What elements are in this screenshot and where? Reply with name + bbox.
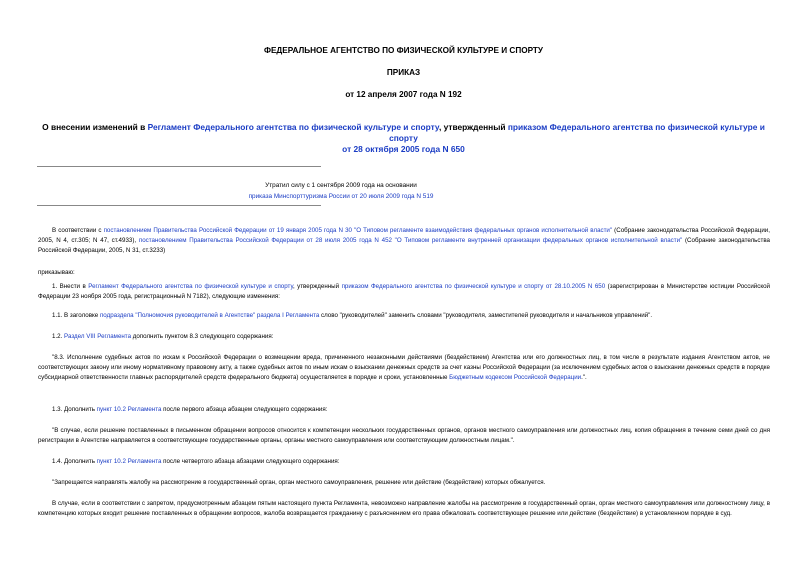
paragraph-text: дополнить пунктом 8.3 следующего содержания: [131,333,274,340]
paragraph-text: 1.3. Дополнить [52,406,97,413]
section-viii-link[interactable]: Раздел VIII Регламента [64,333,132,340]
paragraph-text: (зарегистрирован в Министерстве юстиции Российской Федерации 23 ноября 2005 года, регистрационный N 7182), следующие изменения: [38,283,770,300]
paragraph-text: (Собрание законодательства Российской Федерации, 2005, N 4, ст.305; N 47, ст.4933), [38,227,770,244]
resolution-452-link[interactable]: постановлением Правительства Российской Федерации от 28 июля 2005 года N 452 "О Типовом регламенте внутренней организации федеральных органов исполнительной власти" [138,237,683,244]
agency-heading: ФЕДЕРАЛЬНОЕ АГЕНТСТВО ПО ФИЗИЧЕСКОЙ КУЛЬТУРЕ И СПОРТУ [263,46,544,55]
order-word: приказываю: [38,269,75,276]
paragraph-text: , утвержденный [292,283,342,290]
doc-type-heading: ПРИКАЗ [386,68,421,77]
validity-note-text: Утратил силу с 1 сентября 2009 года на основании [265,182,417,189]
order-link[interactable]: приказом Федерального агентства по физической культуре и спорту [389,122,765,143]
validity-note [200,180,482,202]
title-text-2: , утвержденный [438,122,508,132]
order-date-link[interactable]: от 28 октября 2005 года N 650 [342,144,465,154]
paragraph-item-1-2 [38,332,770,342]
subsection-link[interactable]: подраздела "Полномочия руководителей в Агентстве" раздела I Регламента [99,312,320,319]
repeal-order-link[interactable]: приказа Минспорттуризма России от 20 июля 2009 года N 519 [248,193,434,200]
paragraph-text: 1.4. Дополнить [52,458,97,465]
regulation-link-2[interactable]: Регламент Федерального агентства по физической культуре и спорту [88,283,293,290]
paragraph-item-1-4 [38,457,770,467]
paragraph-copy-rule: "В случае, если решение поставленных в письменном обращении вопросов относится к компетенции нескольких государственных органов, органов местного самоуправления или должностных лиц, копия обращения в течение семи дней со дня регистрации в Агентстве направляется в соответствующие государственные органы, органы местного самоуправления или соответствующим должностным лицам.". [38,427,770,444]
divider-bottom [37,205,321,206]
paragraph-item-1-1 [38,311,770,321]
point-10-2-link[interactable]: пункт 10.2 Регламента [96,406,162,413]
title-text-1: О внесении изменений в [42,122,148,132]
paragraph-text: 1. Внести в [52,283,89,290]
divider-top [37,166,321,167]
budget-code-link[interactable]: Бюджетным кодексом Российской Федерации [449,374,582,381]
point-10-2-link-2[interactable]: пункт 10.2 Регламента [96,458,162,465]
paragraph-text: (Собрание законодательства Российской Федерации, 2005, N 31, ст.3233) [38,237,770,254]
resolution-30-link[interactable]: постановлением Правительства Российской Федерации от 19 января 2005 года N 30 "О Типовом регламенте взаимодействия федеральных органов исполнительной власти" [103,227,613,234]
paragraph-text: .". [581,374,587,381]
paragraph-basis [38,226,770,256]
paragraph-item-1-3 [38,405,770,415]
paragraph-item-1 [38,282,770,302]
paragraph-text: после первого абзаца абзацем следующего содержания: [161,406,328,413]
paragraph-text: В соответствии с [52,227,104,234]
paragraph-8-3 [38,353,770,383]
doc-date-number: от 12 апреля 2007 года N 192 [345,90,462,99]
paragraph-text: 1.1. В заголовке [52,312,100,319]
order-650-link[interactable]: приказом Федерального агентства по физической культуре и спорту от 28.10.2005 N 650 [341,283,606,290]
paragraph-prohibition: "Запрещается направлять жалобу на рассмотрение в государственный орган, орган местного самоуправления, решение или действие (бездействие) которых обжалуется. [52,479,546,486]
paragraph-text: после четвертого абзаца абзацами следующего содержания: [161,458,340,465]
document-title [40,122,767,155]
paragraph-complaint-return: В случае, если в соответствии с запретом, предусмотренным абзацем пятым настоящего пункта Регламента, невозможно направление жалобы на рассмотрение в государственный орган, орган местного самоуправления или должностному лицу, в компетенцию которых входит решение поставленных в обращении вопросов, жалоба возвращается гражданину с разъяснением его права обжаловать соответствующее решение или действие (бездействие) в установленном порядке в суд. [38,500,770,517]
regulation-link[interactable]: Регламент Федерального агентства по физической культуре и спорту [147,122,439,132]
paragraph-text: "8.3. Исполнение судебных актов по искам к Российской Федерации о возмещении вреда, причиненного незаконными действиями (бездействием) Агентства или его должностных лиц, в том числе в результате издания Агентством актов, не соответствующих закону или иному нормативному правовому акту, а также судебных актов по иным искам о взыскании денежных средств за счет казны Российской Федерации (за исключением судебных актов о взыскании денежных средств в порядке субсидиарной ответственности главных распорядителей средств федерального бюджета) осуществляется в порядке и сроки, установленные [38,354,770,381]
paragraph-text: слово "руководителей" заменить словами "руководителя, заместителей руководителя и начальников управлений". [319,312,653,319]
paragraph-text: 1.2. [52,333,65,340]
